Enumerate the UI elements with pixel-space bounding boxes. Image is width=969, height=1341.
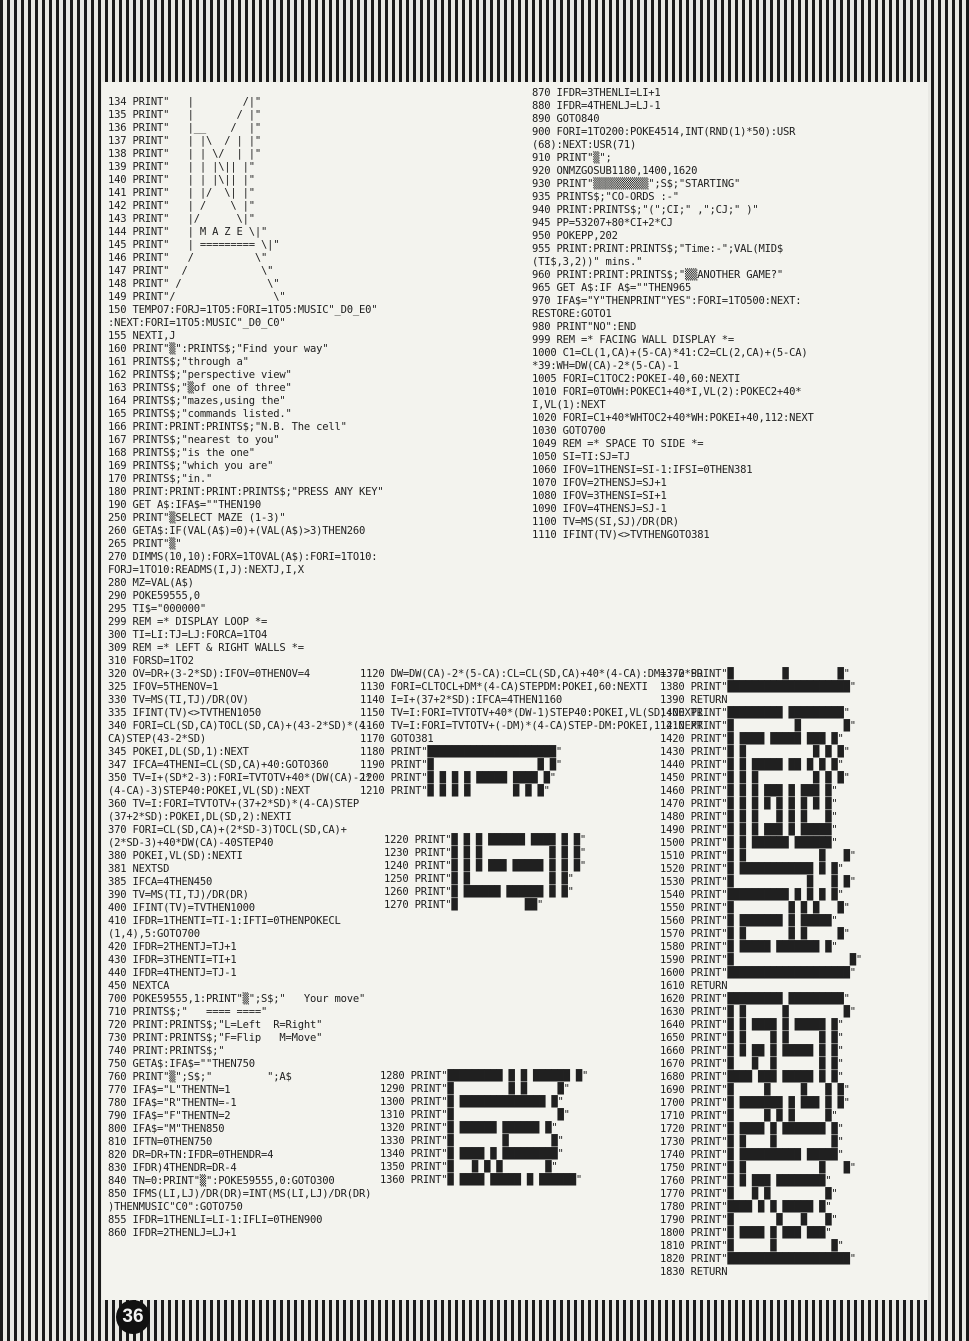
listing-maze-middle-1: 1220 PRINT"█ █ █ ██████ ████ █ █" 1230 PRINT"█ █ █ █ █ █" 1240 PRINT"█ █ █ ███ █████ █ █ █" 1250 PRINT"█ █ █ █" 1260 PRINT"█ ██████ ██████ █ █" 1270 PRINT"█ ██" (384, 834, 587, 911)
listing-right-column: 870 IFDR=3THENLI=LI+1 880 IFDR=4THENLJ=LJ-1 890 GOTO840 900 FORI=1TO200:POKE4514,INT(RND(1)*50):USR (68):NEXT:USR(71) 910 PRINT"▒"; 920 ONMZGOSUB1180,1400,1620 930 PRINT"▒▒▒▒▒▒▒▒▒";S$;"STARTING" 935 PRINTS$;"CO-ORDS :-" 940 PRINT:PRINTS$;"(";CI;" ,";CJ;" )" 945 PP=53207+80*CI+2*CJ 950 POKEPP,202 955 PRINT:PRINT:PRINTS$;"Time:-";VAL(MID$ (TI$,3,2))" mins." 960 PRINT:PRINT:PRINTS$;"▒▒ANOTHER GAME?" 965 GET A$:IF A$=""THEN965 970 IFA$="Y"THENPRINT"YES":FORI=1TO500:NEXT: RESTORE:GOTO1 980 PRINT"NO":END 999 REM =* FACING WALL DISPLAY *= 1000 C1=CL(1,CA)+(5-CA)*41:C2=CL(2,CA)+(5-CA) *39:WH=DW(CA)-2*(5-CA)-1 1005 FORI=C1TOC2:POKEI-40,60:NEXTI 1010 FORI=0TOWH:POKEC1+40*I,VL(2):POKEC2+40* I,VL(1):NEXT 1020 FORI=C1+40*WHTOC2+40*WH:POKEI+40,112:NEXT 1030 GOTO700 1049 REM =* SPACE TO SIDE *= 1050 SI=TI:SJ=TJ 1060 IFOV=1THENSI=SI-1:IFSI=0THEN381 1070 IFOV=2THENSJ=SJ+1 1080 IFOV=3THENSI=SI+1 1090 IFOV=4THENSJ=SJ-1 1100 TV=MS(SI,SJ)/DR(DR) 1110 IFINT(TV)<>TVTHENGOTO381 (532, 87, 814, 541)
page-number-badge: 36 (116, 1300, 150, 1334)
listing-maze-right: 1370 PRINT"█ █ █" 1380 PRINT"████████████████████" 1390 RETURN 1400 PRINT"█████████ █████████" 1410 PRINT"█ █ █" 1420 PRINT"█ ████ █████ ███ █" 1430 PRINT"█ █ █ █ █" 1440 PRINT"█ █ █████ ██ █ █ █" 1450 PRINT"█ █ █ █ █ █" 1460 PRINT"█ █ █ ███ █ ███ █" 1470 PRINT"█ █ █ █ █ █ █ █ █" 1480 PRINT"█ █ █ █ █ █ █" 1490 PRINT"█ █ █ ███ █ █████" 1500 PRINT"█ █ ██████ ██████" 1510 PRINT"█ █ █ █" 1520 PRINT"█ ████████████ █ █" 1530 PRINT"█ █ █ █" 1540 PRINT"██████████ █ █ █ █" 1550 PRINT"█ █ █ █ █" 1560 PRINT"█ ███████ █ █████" 1570 PRINT"█ █ █ █ █" 1580 PRINT"█ █████ ███████ █" 1590 PRINT"█ █" 1600 PRINT"████████████████████" 1610 RETURN 1620 PRINT"█████████ █████████" 1630 PRINT"█ █ █ █" 1640 PRINT"█ █ ████ █ █████ █" 1650 PRINT"█ █ █ █ █ █" 1660 PRINT"█ █ ██ █ █████ █ █" 1670 PRINT"█ █ █ █ █" 1680 PRINT"████ ███ █████ █ █" 1690 PRINT"█ █ █ █ █" 1700 PRINT"█ ███████ █ ███ █ █" 1710 PRINT"█ █ █ █ █" 1720 PRINT"█ ████ █ ███████ █" 1730 PRINT"█ █ █ █" 1740 PRINT"█ ██████████ █████" 1750 PRINT"█ █ █ █" 1760 PRINT"█ █ ███ ████████" 1770 PRINT"█ █ █ █" 1780 PRINT"████ █ █ █████ █" 1790 PRINT"█ █ █ █" 1800 PRINT"█ ████ █ ███ ███" 1810 PRINT"█ █ █" 1820 PRINT"████████████████████" 1830 RETURN (660, 668, 863, 1278)
listing-left-column: 134 PRINT" | /|" 135 PRINT" | / |" 136 PRINT" |__ / |" 137 PRINT" | |\ / | |" 138 PRINT" | | \/ | |" 139 PRINT" | | |\|| |" 140 PRINT" | | |\|| |" 141 PRINT" | |/ \| |" 142 PRINT" | / \ |" 143 PRINT" |/ \|" 144 PRINT" | M A Z E \|" 145 PRINT" | ========= \|" 146 PRINT" / \" 147 PRINT" / \" 148 PRINT" / \" 149 PRINT"/ \" 150 TEMPO7:FORJ=1TO5:FORI=1TO5:MUSIC"_D0_E0" :NEXT:FORI=1TO5:MUSIC"_D0_C0" 155 NEXTI,J 160 PRINT"▒":PRINTS$;"Find your way" 161 PRINTS$;"through a" 162 PRINTS$;"perspective view" 163 PRINTS$;"▒of one of three" 164 PRINTS$;"mazes,using the" 165 PRINTS$;"commands listed." 166 PRINT:PRINT:PRINTS$;"N.B. The cell" 167 PRINTS$;"nearest to you" 168 PRINTS$;"is the one" 169 PRINTS$;"which you are" 170 PRINTS$;"in." 180 PRINT:PRINT:PRINT:PRINTS$;"PRESS ANY KEY" 190 GET A$:IFA$=""THEN190 250 PRINT"▒SELECT MAZE (1-3)" 260 GETA$:IF(VAL(A$)=0)+(VAL(A$)>3)THEN260 265 PRINT"▒" 270 DIMMS(10,10):FORX=1TOVAL(A$):FORI=1TO10: FORJ=1TO10:READMS(I,J):NEXTJ,I,X 280 MZ=VAL(A$) 290 POKE59555,0 295 TI$="000000" 299 REM =* DISPLAY LOOP *= 300 TI=LI:TJ=LJ:FORCA=1TO4 309 REM =* LEFT & RIGHT WALLS *= 310 FORSD=1TO2 320 OV=DR+(3-2*SD):IFOV=0THENOV=4 325 IFOV=5THENOV=1 330 TV=MS(TI,TJ)/DR(OV) 335 IFINT(TV)<>TVTHEN1050 340 FORI=CL(SD,CA)TOCL(SD,CA)+(43-2*SD)*(4- CA)STEP(43-2*SD) 345 POKEI,DL(SD,1):NEXT 347 IFCA=4THENI=CL(SD,CA)+40:GOTO360 350 TV=I+(SD*2-3):FORI=TVTOTV+40*(DW(CA)-2* (4-CA)-3)STEP40:POKEI,VL(SD):NEXT 360 TV=I:FORI=TVTOTV+(37+2*SD)*(4-CA)STEP (37+2*SD):POKEI,DL(SD,2):NEXTI 370 FORI=CL(SD,CA)+(2*SD-3)TOCL(SD,CA)+ (2*SD-3)+40*DW(CA)-40STEP40 380 POKEI,VL(SD):NEXTI 381 NEXTSD 385 IFCA=4THEN450 390 TV=MS(TI,TJ)/DR(DR) 400 IFINT(TV)=TVTHEN1000 410 IFDR=1THENTI=TI-1:IFTI=0THENPOKECL (1,4),5:GOTO700 420 IFDR=2THENTJ=TJ+1 430 IFDR=3THENTI=TI+1 440 IFDR=4THENTJ=TJ-1 450 NEXTCA 700 POKE59555,1:PRINT"▒";S$;" Your move" 710 PRINTS$;" ==== ====" 720 PRINT:PRINTS$;"L=Left R=Right" 730 PRINT:PRINTS$;"F=Flip M=Move" 740 PRINT:PRINTS$;" 750 GETA$:IFA$=""THEN750 760 PRINT"▒";S$;" ";A$ 770 IFA$="L"THENTN=1 780 IFA$="R"THENTN=-1 790 IFA$="F"THENTN=2 800 IFA$="M"THEN850 810 IFTN=0THEN750 820 DR=DR+TN:IFDR=0THENDR=4 830 IFDR)4THENDR=DR-4 840 TN=0:PRINT"▒":POKE59555,0:GOTO300 850 IFMS(LI,LJ)/DR(DR)=INT(MS(LI,LJ)/DR(DR) )THENMUSIC"C0":GOTO750 855 IFDR=1THENLI=LI-1:IFLI=0THEN900 860 IFDR=2THENLJ=LJ+1 (108, 96, 384, 1239)
listing-wide-block: 1120 DW=DW(CA)-2*(5-CA):CL=CL(SD,CA)+40*(4-CA):DM=3-2*SD 1130 FORI=CLTOCL+DM*(4-CA)STEPDM:POKEI,60:NEXTI 1140 I=I+(37+2*SD):IFCA=4THEN1160 1150 TV=I:FORI=TVTOTV+40*(DW-1)STEP40:POKEI,VL(SD):NEXTI 1160 TV=I:FORI=TVTOTV+(-DM)*(4-CA)STEP-DM:POKEI,112:NEXT 1170 GOTO381 1180 PRINT"█████████████████████" 1190 PRINT"█ █ █" 1200 PRINT"█ █ █ █ █████ ████ █" 1210 PRINT"█ █ █ █ █ █ █" (360, 668, 703, 797)
listing-maze-middle-2: 1280 PRINT"█████████ █ █ ██████ █" 1290 PRINT"█ █ █ █" 1300 PRINT"█ ██████████████ █" 1310 PRINT"█ █" 1320 PRINT"█ ██████ ██████ █" 1330 PRINT"█ █ █" 1340 PRINT"█ ████ █ █████████" 1350 PRINT"█ █ █ █ █" 1360 PRINT"█ ████ █████ █ ██████" (380, 1070, 589, 1186)
